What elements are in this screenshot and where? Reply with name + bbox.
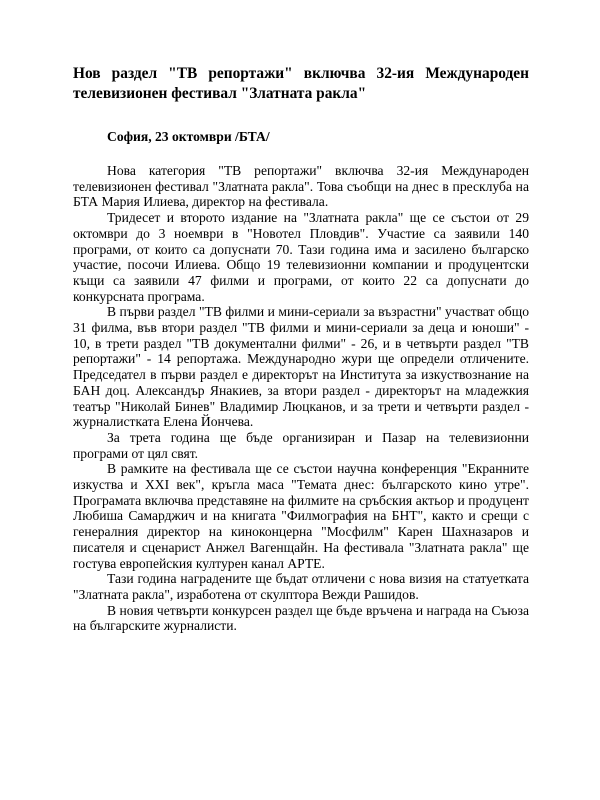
paragraph: В първи раздел "ТВ филми и мини-сериали за възрастни" участват общо 31 филма, във втори раздел "ТВ филми и мини-сериали за деца и юноши" - 10, в трети раздел "ТВ документални филми" - 26, и в четвърти раздел "ТВ репортажи" - 14 репортажа. Международно жури ще определи отличените. Председател в първи раздел е директорът на Института за изкуствознание на БАН доц. Александър Янакиев, за втори раздел - директорът на младежкия театър "Николай Бинев" Владимир Люцканов, и за трети и четвърти раздел - журналистката Елена Йончева.: [73, 304, 529, 430]
article-title: Нов раздел "ТВ репортажи" включва 32-ия Международен телевизионен фестивал "Златната ракла": [73, 65, 529, 102]
article-dateline: София, 23 октомври /БТА/: [107, 129, 270, 144]
paragraph: За трета година ще бъде организиран и Пазар на телевизионни програми от цял свят.: [73, 429, 529, 461]
paragraph: Тази година наградените ще бъдат отличени с нова визия на статуетката "Златната ракла", изработена от скулптора Вежди Рашидов.: [73, 571, 529, 602]
paragraph: Нова категория "ТВ репортажи" включва 32-ия Международен телевизионен фестивал "Златната ракла". Това съобщи на днес в пресклуба на БТА Мария Илиева, директор на фестивала.: [73, 163, 529, 210]
paragraph: Тридесет и второто издание на "Златната ракла" ще се състои от 29 октомври до 3 ноември в "Новотел Пловдив". Участие са заявили 140 програми, от които са допуснати 70. Тази година има и засилено българско участие, посочи Илиева. Общо 19 телевизионни компании и продуцентски къщи са заявили 47 филми и програми, от които 22 са допуснати до конкурсната програма.: [73, 210, 529, 304]
paragraph: В рамките на фестивала ще се състои научна конференция "Екранните изкуства и XXI век", кръгла маса "Темата днес: българското кино утре". Програмата включва представяне на филмите на сръбския актьор и продуцент Любиша Самарджич и на книгата "Филмография на БНТ", както и срещи с генералния директор на киноконцерна "Мосфилм" Карен Шахназаров и писателя и сценарист Анжел Вагенщайн. На фестивала "Златната ракла" ще гостува европейския културен канал АРТЕ.: [73, 461, 529, 571]
paragraph: В новия четвърти конкурсен раздел ще бъде връчена и награда на Съюза на българските журналисти.: [73, 602, 529, 634]
article-body: [73, 163, 529, 634]
